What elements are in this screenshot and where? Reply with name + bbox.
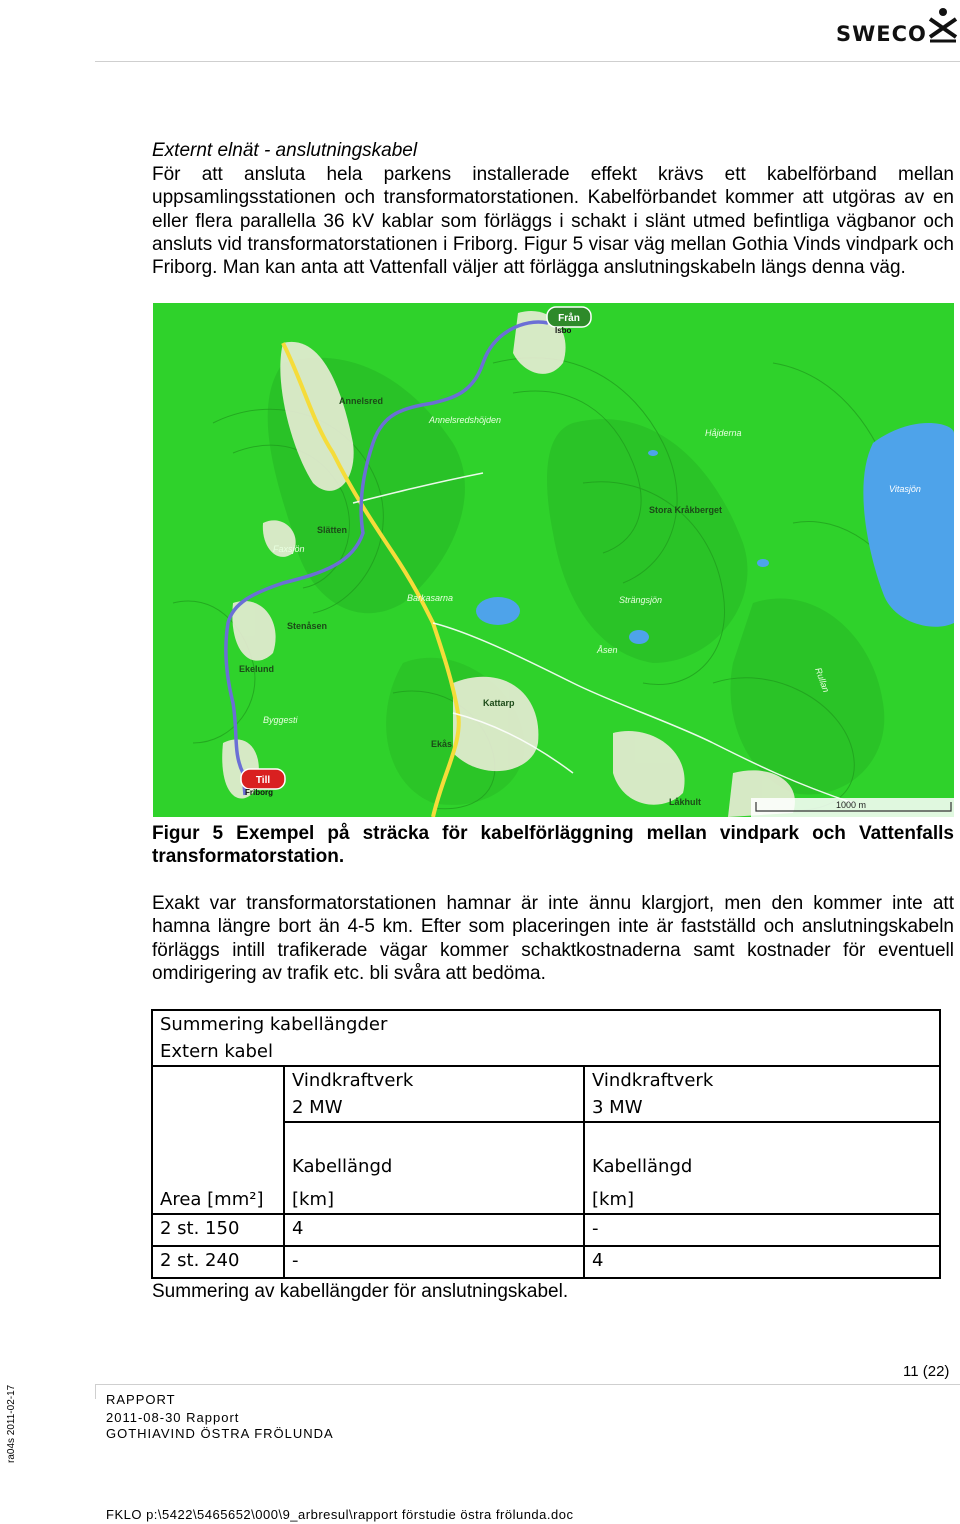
table-title: Summering kabellängder <box>160 1014 388 1035</box>
map-label: Åsen <box>597 645 618 655</box>
svg-text:1000 m: 1000 m <box>835 800 867 810</box>
footer-corner <box>95 1384 96 1399</box>
row-area: 2 st. 150 <box>152 1214 284 1246</box>
table-row <box>152 1214 940 1246</box>
scale-bar <box>751 798 954 817</box>
header-2mw-line2: 2 MW <box>292 1097 343 1118</box>
page-number: 11 (22) <box>903 1363 950 1380</box>
map-label: Ekelund <box>239 664 275 674</box>
map-label: Låkhult <box>669 797 702 807</box>
row-2mw-value: - <box>284 1246 584 1278</box>
map-label: Stenåsen <box>287 621 328 631</box>
lake-barkasarna <box>476 597 520 625</box>
unit-2mw-cell <box>284 1122 584 1214</box>
table-header-3mw <box>584 1066 940 1122</box>
header-3mw-line2: 3 MW <box>592 1097 643 1118</box>
svg-text:Friborg: Friborg <box>245 788 273 797</box>
unit-3mw-line1: Kabellängd <box>592 1156 693 1177</box>
map-label: Barkasarna <box>407 593 454 603</box>
svg-text:Till: Till <box>255 775 271 786</box>
map-label: Ekås <box>431 739 453 749</box>
table-row <box>152 1246 940 1278</box>
row-2mw-value: 4 <box>284 1214 584 1246</box>
map-label: Byggesti <box>263 715 298 725</box>
uncertainty-paragraph: Exakt var transformatorstationen hamnar är inte ännu klargjort, men den kommer inte att hamna längre bort än 4-5 km. Efter som placeringen inte är fastställd och anslutningskabeln förläggs intill trafikerade vägar kommer schaktkostnaderna samt kostnader för eventuell omdirigering av trafik etc. bli svåra att bedöma. <box>152 893 954 984</box>
cable-length-table <box>151 1009 941 1279</box>
footer-file-path: FKLO p:\5422\5465652\000\9_arbresul\rapport förstudie östra frölunda.doc <box>106 1507 574 1522</box>
table-header-row <box>152 1066 940 1122</box>
company-logo-text: SWECO <box>836 22 927 46</box>
svg-text:Isbo: Isbo <box>555 326 572 335</box>
map-graphic <box>153 303 954 817</box>
table-unit-row <box>152 1122 940 1214</box>
map-label: Rullan <box>813 666 832 694</box>
svg-text:Från: Från <box>558 313 580 324</box>
area-label-cell <box>152 1122 284 1214</box>
map-label: Slätten <box>317 525 348 535</box>
footer-project: GOTHIAVIND ÖSTRA FRÖLUNDA <box>106 1426 334 1441</box>
area-label: Area [mm²] <box>160 1189 264 1210</box>
unit-2mw-line1: Kabellängd <box>292 1156 393 1177</box>
side-template-code: ra04s 2011-02-17 <box>6 1384 17 1463</box>
map-label: Vitasjön <box>889 484 921 494</box>
unit-3mw-line2: [km] <box>592 1189 635 1210</box>
map-label: Strängsjön <box>619 595 663 605</box>
section-heading: Externt elnät - anslutningskabel <box>152 140 418 161</box>
row-3mw-value: 4 <box>584 1246 940 1278</box>
figure-caption: Figur 5 Exempel på sträcka för kabelförläggning mellan vindpark och Vattenfalls transformatorstation. <box>152 823 954 867</box>
map-label: Annelsredshöjden <box>429 415 502 425</box>
table-header-empty <box>152 1066 284 1122</box>
table-caption: Summering av kabellängder för anslutningskabel. <box>152 1281 569 1302</box>
table-title-cell <box>152 1010 940 1066</box>
table-subtitle: Extern kabel <box>160 1041 274 1062</box>
map-label: Kattarp <box>483 698 515 708</box>
row-3mw-value: - <box>584 1214 940 1246</box>
intro-paragraph: För att ansluta hela parkens installerade effekt krävs ett kabelförband mellan uppsamlingsstationen och transformatorstationen. Kabelförbandet kommer att utgöras av en eller flera parallella 36 kV kablar som förläggs i schakt i slänt utmed befintliga vägbanor och ansluts vid transformatorstationen i Friborg. Figur 5 visar väg mellan Gothia Vinds vindpark och Friborg. Man kan anta att Vattenfall väljer att förlägga anslutningskabeln längs denna väg. <box>152 164 954 279</box>
table-title-row <box>152 1010 940 1066</box>
map-label: Annelsred <box>339 396 384 406</box>
map-label: Faxsjön <box>273 544 305 554</box>
footer-doc-type: RAPPORT <box>106 1392 176 1407</box>
map-label: Stora Kråkberget <box>649 505 723 515</box>
sweco-logo-icon <box>926 7 960 45</box>
map-label: Håjderna <box>705 428 742 438</box>
header-3mw-line1: Vindkraftverk <box>592 1070 714 1091</box>
footer-divider <box>95 1384 960 1385</box>
footer-date: 2011-08-30 Rapport <box>106 1410 240 1425</box>
unit-3mw-cell <box>584 1122 940 1214</box>
table-header-2mw <box>284 1066 584 1122</box>
header-2mw-line1: Vindkraftverk <box>292 1070 414 1091</box>
route-map <box>153 303 954 817</box>
header-divider <box>95 61 960 62</box>
row-area: 2 st. 240 <box>152 1246 284 1278</box>
unit-2mw-line2: [km] <box>292 1189 335 1210</box>
